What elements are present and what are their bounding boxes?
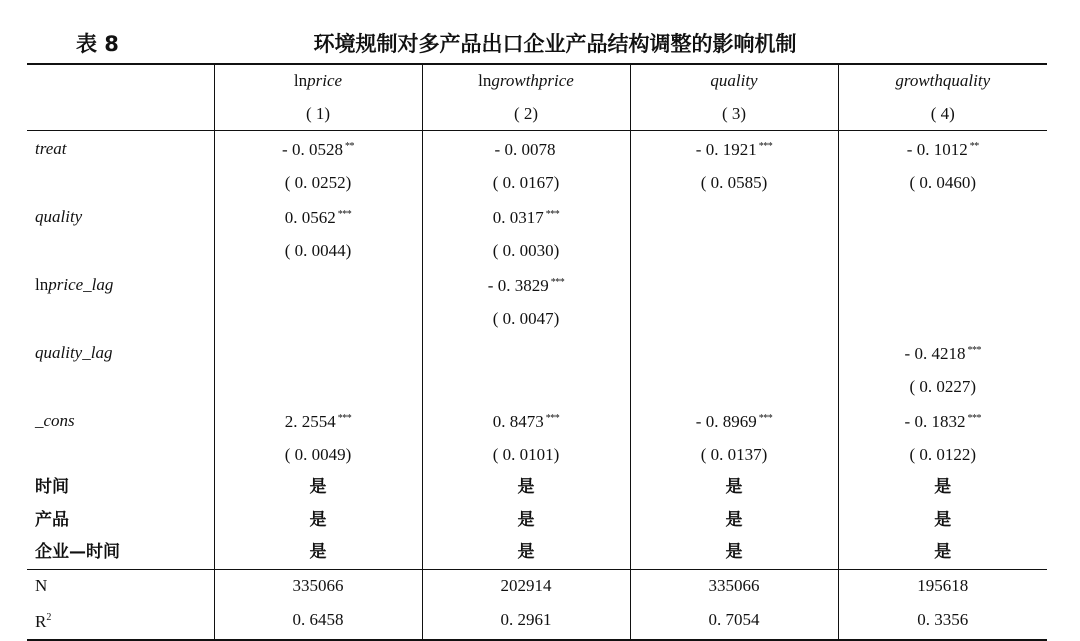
table-row-cons-se	[27, 439, 1047, 472]
table-row-lnprice-lag-se	[27, 303, 1047, 336]
coef-cell: - 0. 0528 **	[214, 131, 422, 167]
se-cell: ( 0. 0227)	[838, 371, 1047, 404]
coef-cell: - 0. 4218 ***	[838, 335, 1047, 371]
coef-cell: 0. 0562 ***	[214, 199, 422, 235]
coef-cell	[214, 335, 422, 371]
row-label-quality: quality	[35, 206, 83, 226]
coef-cell	[422, 335, 630, 371]
stat-cell: 0. 7054	[630, 602, 838, 640]
col-number-1: ( 1)	[214, 98, 422, 131]
se-cell	[630, 371, 838, 404]
row-label-r2: $R^2$	[27, 602, 214, 640]
se-cell	[214, 371, 422, 404]
stat-cell: 0. 6458	[214, 602, 422, 640]
fe-cell: 是	[630, 504, 838, 537]
table-row-r2	[27, 602, 1047, 640]
coef-cell: 0. 8473 ***	[422, 403, 630, 439]
coef-cell	[630, 335, 838, 371]
se-cell	[422, 371, 630, 404]
row-label-treat: treat	[35, 138, 67, 158]
fe-cell: 是	[838, 536, 1047, 569]
coef-cell: - 0. 1012 **	[838, 131, 1047, 167]
table-row-fe-time	[27, 471, 1047, 504]
fe-cell: 是	[214, 471, 422, 504]
fe-cell: 是	[422, 504, 630, 537]
table-row-treat-se	[27, 167, 1047, 200]
regression-table	[27, 63, 1047, 641]
stat-cell: 195618	[838, 569, 1047, 602]
coef-cell: 2. 2554 ***	[214, 403, 422, 439]
row-label-n: N	[27, 569, 214, 602]
coef-cell: - 0. 0078	[422, 131, 630, 167]
table-row-n	[27, 569, 1047, 602]
se-cell: ( 0. 0101)	[422, 439, 630, 472]
coef-cell	[214, 267, 422, 303]
coef-cell: - 0. 8969 ***	[630, 403, 838, 439]
se-cell: ( 0. 0585)	[630, 167, 838, 200]
table-row-fe-firm-time	[27, 536, 1047, 569]
header-row-numbers	[27, 98, 1047, 131]
se-cell	[630, 235, 838, 268]
coef-cell: - 0. 3829 ***	[422, 267, 630, 303]
fe-cell: 是	[214, 504, 422, 537]
fe-cell: 是	[422, 536, 630, 569]
se-cell	[630, 303, 838, 336]
row-label-quality-lag: quality_lag	[35, 342, 113, 362]
table-row-quality-lag-se	[27, 371, 1047, 404]
coef-cell: - 0. 1832 ***	[838, 403, 1047, 439]
header-col-4: growthquality	[838, 64, 1047, 98]
se-cell: ( 0. 0047)	[422, 303, 630, 336]
table-row-fe-product	[27, 504, 1047, 537]
coef-cell	[838, 199, 1047, 235]
se-cell	[838, 235, 1047, 268]
table-row-quality-lag	[27, 335, 1047, 371]
table-row-quality-se	[27, 235, 1047, 268]
se-cell	[214, 303, 422, 336]
stat-cell: 202914	[422, 569, 630, 602]
col-number-2: ( 2)	[422, 98, 630, 131]
table-row-cons	[27, 403, 1047, 439]
fe-cell: 是	[630, 536, 838, 569]
coef-cell	[630, 267, 838, 303]
fe-cell: 是	[214, 536, 422, 569]
header-var-italic: price	[307, 71, 343, 90]
row-label-fe-time: 时间	[35, 477, 69, 497]
stat-cell: 0. 3356	[838, 602, 1047, 640]
coef-cell	[630, 199, 838, 235]
se-cell: ( 0. 0167)	[422, 167, 630, 200]
header-empty-cell	[27, 64, 214, 98]
se-cell: ( 0. 0044)	[214, 235, 422, 268]
se-cell: ( 0. 0460)	[838, 167, 1047, 200]
fe-cell: 是	[838, 471, 1047, 504]
fe-cell: 是	[630, 471, 838, 504]
se-cell: ( 0. 0049)	[214, 439, 422, 472]
se-cell: ( 0. 0137)	[630, 439, 838, 472]
row-label-lnprice-lag: lnprice_lag	[35, 274, 114, 294]
stat-cell: 0. 2961	[422, 602, 630, 640]
col-number-4: ( 4)	[838, 98, 1047, 131]
table-title: 环境规制对多产品出口企业产品结构调整的影响机制	[313, 32, 797, 56]
table-caption	[0, 28, 1080, 62]
table-row-quality	[27, 199, 1047, 235]
stat-cell: 335066	[214, 569, 422, 602]
coef-cell: 0. 0317 ***	[422, 199, 630, 235]
header-var-italic: growthprice	[491, 71, 574, 90]
se-cell: ( 0. 0252)	[214, 167, 422, 200]
fe-cell: 是	[838, 504, 1047, 537]
coef-cell: - 0. 1921 ***	[630, 131, 838, 167]
header-col-2: lngrowthprice	[422, 64, 630, 98]
header-row-names	[27, 64, 1047, 98]
se-cell: ( 0. 0030)	[422, 235, 630, 268]
header-col-3: quality	[630, 64, 838, 98]
row-label-cons: _cons	[35, 410, 75, 430]
stat-cell: 335066	[630, 569, 838, 602]
row-label-fe-firm-time: 企业—时间	[35, 542, 120, 562]
table-number: 表 8	[76, 32, 119, 56]
header-empty-cell	[27, 98, 214, 131]
se-cell: ( 0. 0122)	[838, 439, 1047, 472]
row-label-fe-product: 产品	[35, 509, 69, 530]
col-number-3: ( 3)	[630, 98, 838, 131]
header-col-1: lnprice	[214, 64, 422, 98]
table-row-lnprice-lag	[27, 267, 1047, 303]
se-cell	[838, 303, 1047, 336]
table-row-treat	[27, 131, 1047, 167]
fe-cell: 是	[422, 471, 630, 504]
coef-cell	[838, 267, 1047, 303]
